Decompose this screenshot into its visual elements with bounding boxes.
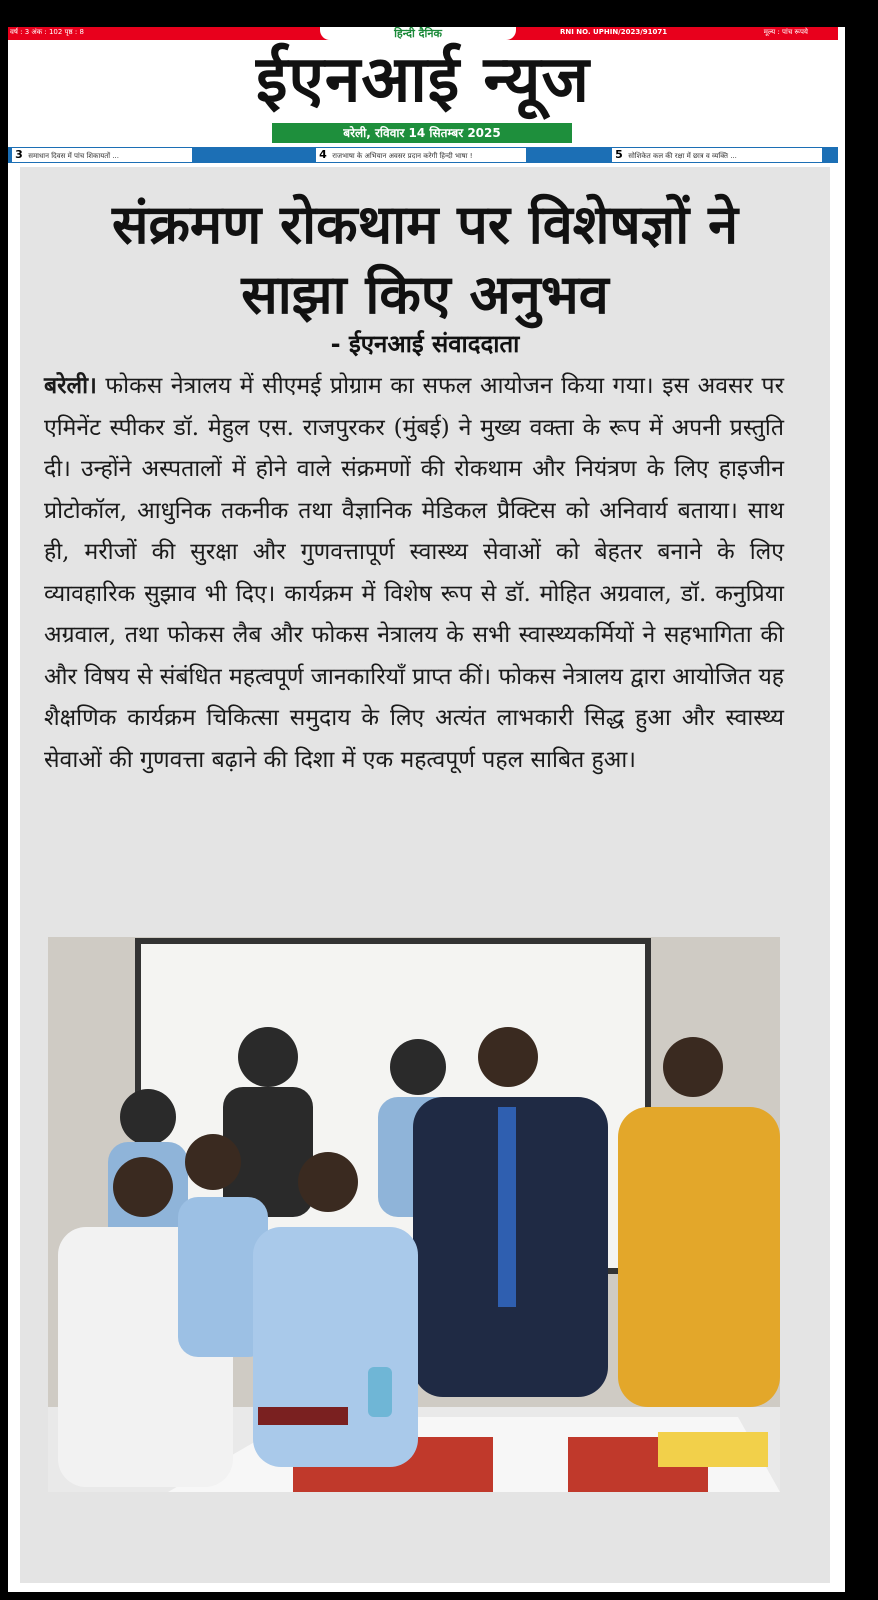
group-photo <box>48 937 780 1492</box>
top-info-strip <box>8 27 838 40</box>
article-text: फोकस नेत्रालय में सीएमई प्रोग्राम का सफल आयोजन किया गया। इस अवसर पर एमिनेंट स्पीकर डॉ. मेहुल एस. राजपुरकर (मुंबई) ने मुख्य वक्ता के रूप में अपनी प्रस्तुति दी। उन्होंने अस्पतालों में होने वाले संक्रमणों की रोकथाम और नियंत्रण के लिए हाइजीन प्रोटोकॉल, आधुनिक तकनीक तथा वैज्ञानिक मेडिकल प्रैक्टिस को अनिवार्य बताया। साथ ही, मरीजों की सुरक्षा और गुणवत्तापूर्ण स्वास्थ्य सेवाओं को बेहतर बनाने के लिए व्यावहारिक सुझाव भी दिए। कार्यक्रम में विशेष रूप से डॉ. मोहित अग्रवाल, डॉ. कनुप्रिया अग्रवाल, तथा फोकस लैब और फोकस नेत्रालय के सभी स्वास्थ्यकर्मियों ने सहभागिता की और विषय से संबंधित महत्वपूर्ण जानकारियाँ प्राप्त कीं। फोकस नेत्रालय द्वारा आयोजित यह शैक्षणिक कार्यक्रम चिकित्सा समुदाय के लिए अत्यंत लाभकारी सिद्ध हुआ और स्वास्थ्य सेवाओं की गुणवत्ता बढ़ाने की दिशा में एक महत्वपूर्ण पहल साबित हुआ। <box>44 373 784 773</box>
issue-info: वर्ष : 3 अंक : 102 पृष्ठ : 8 <box>10 28 84 36</box>
teaser-item[interactable] <box>316 148 526 162</box>
teaser-page-number: 5 <box>612 148 626 162</box>
teaser-text: समाधान दिवस में पांच शिकायतों ... <box>28 152 119 160</box>
headline-line: साझा किए अनुभव <box>241 262 609 326</box>
headline-line: संक्रमण रोकथाम पर विशेषज्ञों ने <box>111 192 739 256</box>
rni-number: RNI NO. UPHIN/2023/91071 <box>560 28 668 36</box>
newspaper-title: ईएनआई न्यूज <box>256 42 590 117</box>
teaser-text: राजभाषा के अभियान अवसर प्रदान करेगी हिन्दी भाषा ! <box>332 152 473 160</box>
teaser-item[interactable] <box>612 148 822 162</box>
daily-label: हिन्दी दैनिक <box>320 27 516 40</box>
dateline: बरेली। <box>44 372 97 399</box>
headline <box>20 189 830 329</box>
article <box>20 167 830 1583</box>
newspaper-page <box>8 27 845 1592</box>
byline: - ईएनआई संवाददाता <box>330 330 520 358</box>
teaser-bar <box>8 147 838 163</box>
teaser-page-number: 4 <box>316 148 330 162</box>
teaser-item[interactable] <box>12 148 192 162</box>
teaser-page-number: 3 <box>12 148 26 162</box>
teaser-text: सोशिकेत कल की रक्षा में छात्र व व्यक्ति ... <box>628 152 737 160</box>
article-body <box>44 365 784 781</box>
group-photo-illustration <box>48 937 780 1492</box>
date-bar: बरेली, रविवार 14 सितम्बर 2025 <box>272 123 572 143</box>
price: मूल्य : पांच रूपये <box>763 28 808 36</box>
